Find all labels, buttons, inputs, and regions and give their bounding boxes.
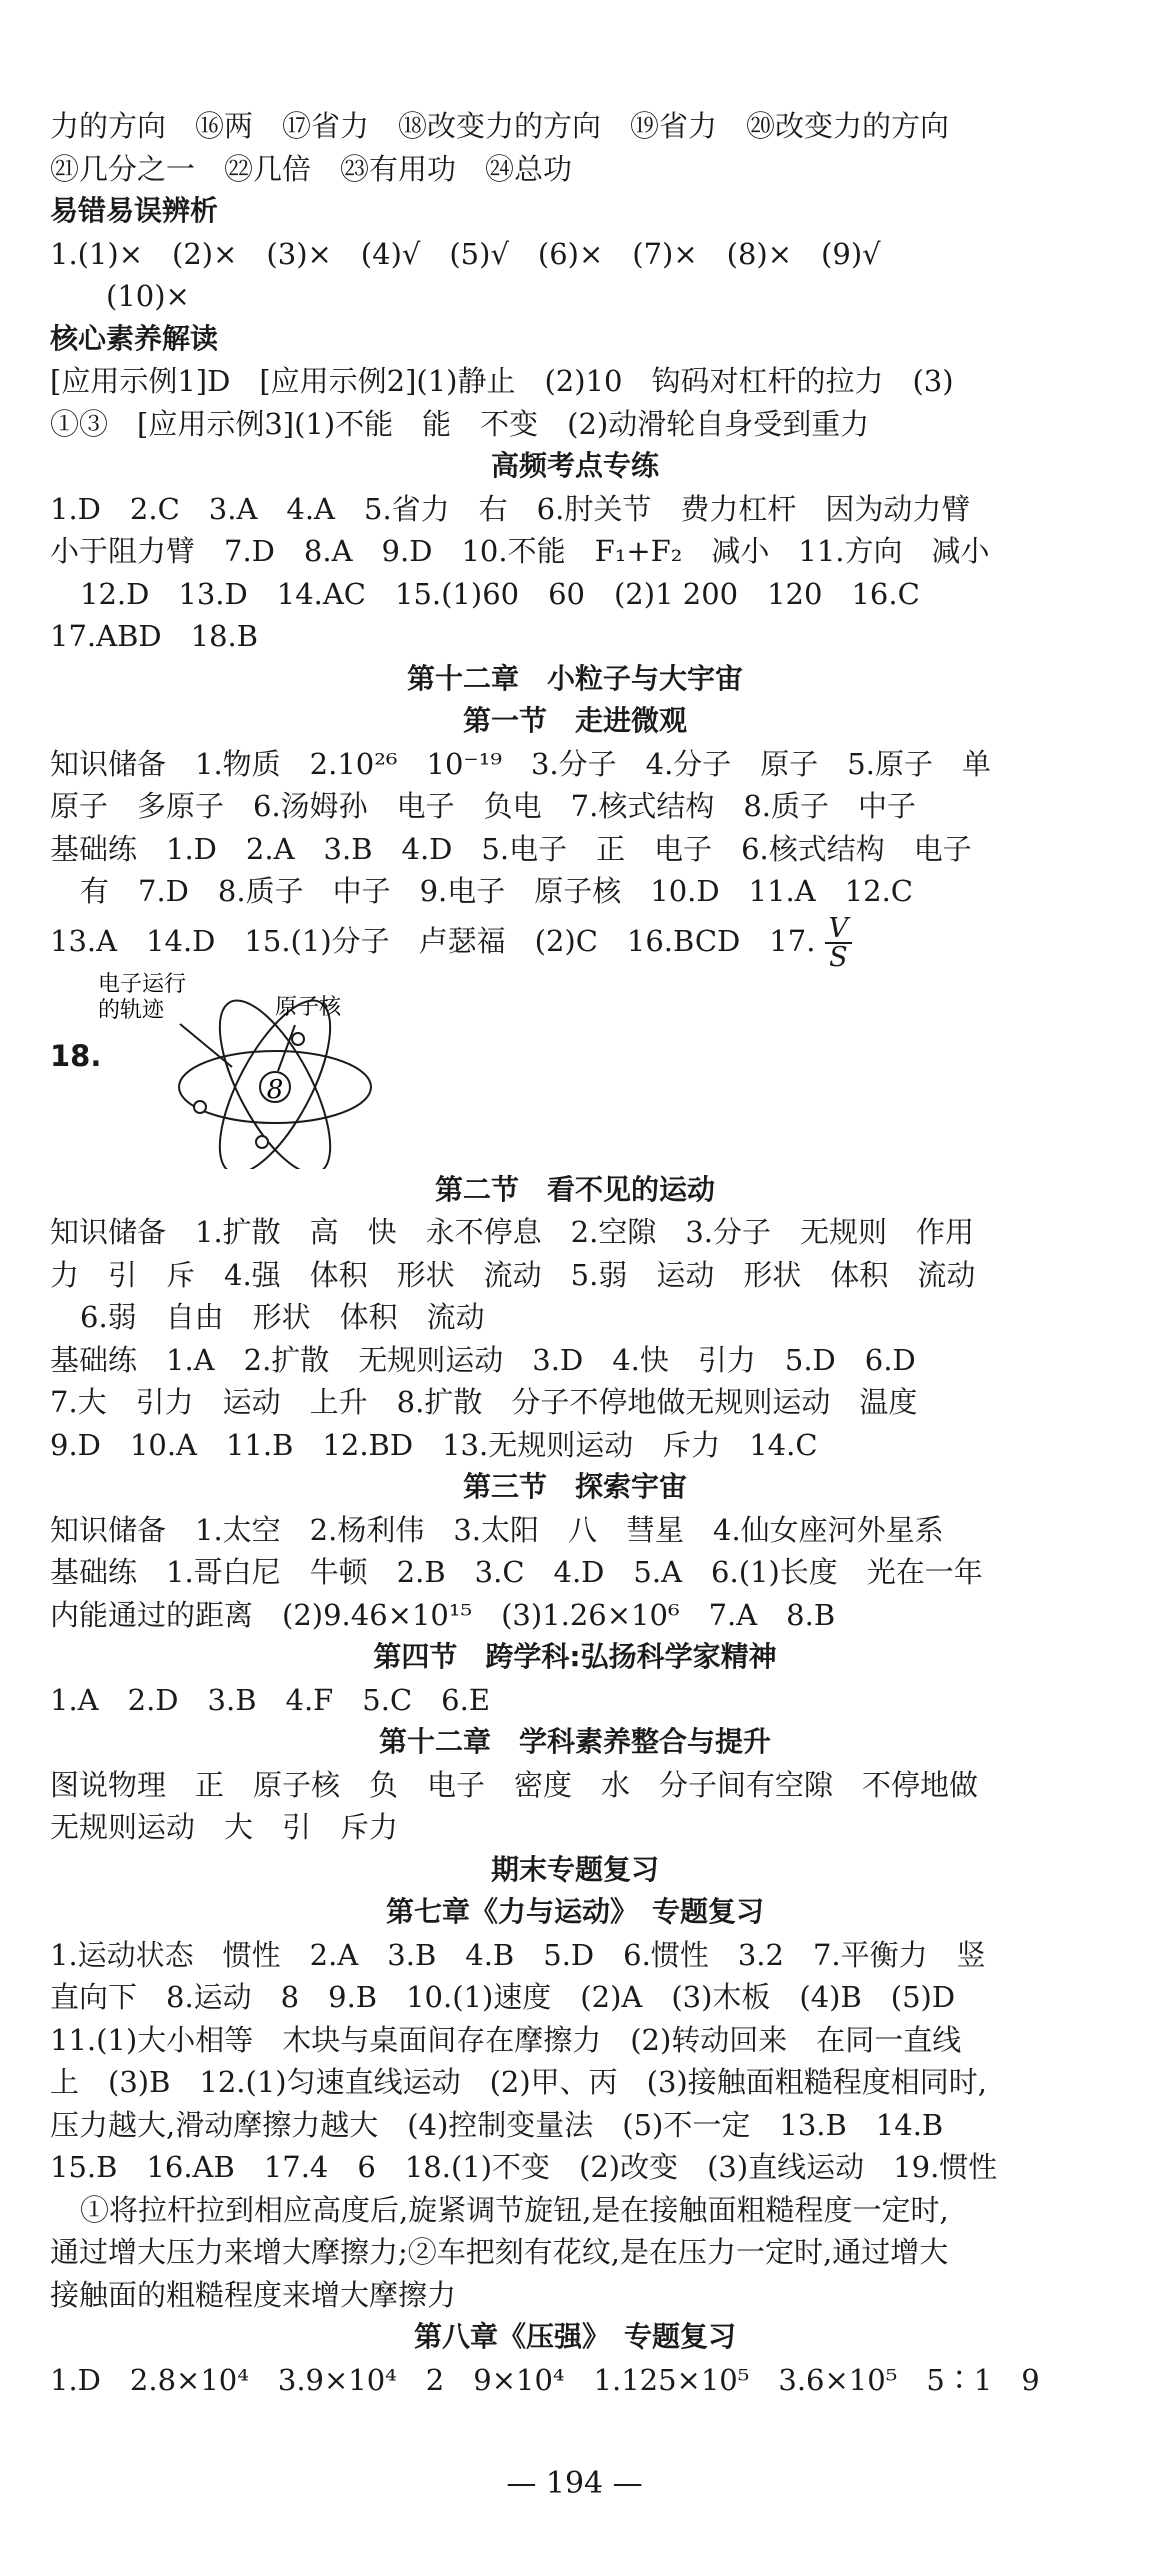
text-line: 图说物理 正 原子核 负 电子 密度 水 分子间有空隙 不停地做 <box>50 1767 979 1802</box>
text-line: ①将拉杆拉到相应高度后,旋紧调节旋钮,是在接触面粗糙程度一定时, <box>80 2192 949 2227</box>
electron-label-leader <box>180 1024 232 1067</box>
text-line: 压力越大,滑动摩擦力越大 (4)控制变量法 (5)不一定 13.B 14.B <box>50 2107 944 2142</box>
text-line: 1.A 2.D 3.B 4.F 5.C 6.E <box>50 1682 490 1717</box>
text-line: 基础练 1.D 2.A 3.B 4.D 5.电子 正 电子 6.核式结构 电子 <box>50 831 972 866</box>
text-line: 12.D 13.D 14.AC 15.(1)60 60 (2)1 200 120 16.C <box>80 576 920 611</box>
text-line: 1.运动状态 惯性 2.A 3.B 4.B 5.D 6.惯性 3.2 7.平衡力 竖 <box>50 1937 986 1972</box>
section-title: 第一节 走进微观 <box>462 704 687 737</box>
text-line: 直向下 8.运动 8 9.B 10.(1)速度 (2)A (3)木板 (4)B (5)D <box>50 1980 956 2014</box>
section-title: 高频考点专练 <box>490 449 659 482</box>
chapter-title: 第十二章 学科素养整合与提升 <box>378 1725 771 1758</box>
section-title: 第八章《压强》 专题复习 <box>413 2320 736 2353</box>
chapter-title: 第十二章 小粒子与大宇宙 <box>406 661 743 695</box>
fraction-denominator: S <box>829 941 848 969</box>
text-line: 基础练 1.A 2.扩散 无规则运动 3.D 4.快 引力 5.D 6.D <box>50 1342 916 1377</box>
nucleus-label: 原子核 <box>275 994 342 1020</box>
electron-dot <box>256 1136 268 1148</box>
text-line: 原子 多原子 6.汤姆孙 电子 负电 7.核式结构 8.质子 中子 <box>50 789 917 823</box>
text-line: 知识储备 1.物质 2.10²⁶ 10⁻¹⁹ 3.分子 4.分子 原子 5.原子 单 <box>50 746 991 781</box>
text-line: 基础练 1.哥白尼 牛顿 2.B 3.C 4.D 5.A 6.(1)长度 光在一年 <box>50 1555 983 1589</box>
text-line: 11.(1)大小相等 木块与桌面间存在摩擦力 (2)转动回来 在同一直线 <box>50 2022 962 2057</box>
text-line: 力 引 斥 4.强 体积 形状 流动 5.弱 运动 形状 体积 流动 <box>50 1257 976 1292</box>
text-line: ①③ [应用示例3](1)不能 能 不变 (2)动滑轮自身受到重力 <box>50 406 870 441</box>
text-line: 1.(1)× (2)× (3)× (4)√ (5)√ (6)× (7)× (8)× (9)√ <box>50 236 881 271</box>
electron-dot <box>292 1033 304 1045</box>
text-line: 接触面的粗糙程度来增大摩擦力 <box>50 2277 457 2312</box>
nucleus-symbol: 8 <box>266 1074 284 1105</box>
question-number: 18. <box>50 1038 102 1073</box>
fraction-v-over-s <box>825 912 853 969</box>
atom-model-diagram <box>50 969 450 1169</box>
text-line: 小于阻力臂 7.D 8.A 9.D 10.不能 F₁+F₂ 减小 11.方向 减小 <box>50 534 990 568</box>
text-line: 1.D 2.8×10⁴ 3.9×10⁴ 2 9×10⁴ 1.125×10⁵ 3.6×10⁵ 5∶1 9 <box>50 2362 1040 2397</box>
electron-dot <box>194 1101 206 1113</box>
section-title: 第四节 跨学科:弘扬科学家精神 <box>373 1640 777 1673</box>
section-heading: 核心素养解读 <box>50 321 219 355</box>
section-title: 期末专题复习 <box>490 1852 659 1886</box>
text-line: 7.大 引力 运动 上升 8.扩散 分子不停地做无规则运动 温度 <box>50 1385 918 1419</box>
text-line: 9.D 10.A 11.B 12.BD 13.无规则运动 斥力 14.C <box>50 1427 818 1462</box>
fraction-numerator: V <box>825 915 853 944</box>
text-line-content: 13.A 14.D 15.(1)分子 卢瑟福 (2)C 16.BCD 17. <box>50 923 816 958</box>
electron-trajectory-label: 电子运行 <box>98 971 187 997</box>
text-line: ㉑几分之一 ㉒几倍 ㉓有用功 ㉔总功 <box>50 151 573 186</box>
text-line: 1.D 2.C 3.A 4.A 5.省力 右 6.肘关节 费力杠杆 因为动力臂 <box>50 491 971 526</box>
section-heading: 易错易误辨析 <box>50 194 219 227</box>
text-line <box>50 913 1100 969</box>
text-line: 无规则运动 大 引 斥力 <box>50 1810 399 1844</box>
text-line: 17.ABD 18.B <box>50 619 259 653</box>
text-line: 力的方向 ⑯两 ⑰省力 ⑱改变力的方向 ⑲省力 ⑳改变力的方向 <box>50 109 950 143</box>
text-line: 内能通过的距离 (2)9.46×10¹⁵ (3)1.26×10⁶ 7.A 8.B <box>50 1597 836 1632</box>
section-title: 第二节 看不见的运动 <box>434 1172 715 1206</box>
atom-diagram-row <box>50 969 1100 1169</box>
answer-page <box>50 105 1100 2401</box>
text-line: 通过增大压力来增大摩擦力;②车把刻有花纹,是在压力一定时,通过增大 <box>50 2235 949 2269</box>
text-line: 15.B 16.AB 17.4 6 18.(1)不变 (2)改变 (3)直线运动 19.惯性 <box>50 2150 998 2184</box>
text-line: [应用示例1]D [应用示例2](1)静止 (2)10 钩码对杠杆的拉力 (3) <box>50 364 954 398</box>
text-line: 知识储备 1.太空 2.杨利伟 3.太阳 八 彗星 4.仙女座河外星系 <box>50 1512 944 1547</box>
electron-trajectory-label: 的轨迹 <box>98 997 165 1023</box>
text-line: 上 (3)B 12.(1)匀速直线运动 (2)甲、丙 (3)接触面粗糙程度相同时, <box>50 2065 987 2099</box>
text-line: 6.弱 自由 形状 体积 流动 <box>80 1300 485 1334</box>
section-title: 第七章《力与运动》 专题复习 <box>385 1895 764 1928</box>
text-line: 知识储备 1.扩散 高 快 永不停息 2.空隙 3.分子 无规则 作用 <box>50 1215 975 1249</box>
text-line: (10)× <box>106 279 190 313</box>
section-title: 第三节 探索宇宙 <box>462 1470 687 1503</box>
page-number: — 194 — <box>506 2466 643 2501</box>
text-line: 有 7.D 8.质子 中子 9.电子 原子核 10.D 11.A 12.C <box>80 874 914 908</box>
